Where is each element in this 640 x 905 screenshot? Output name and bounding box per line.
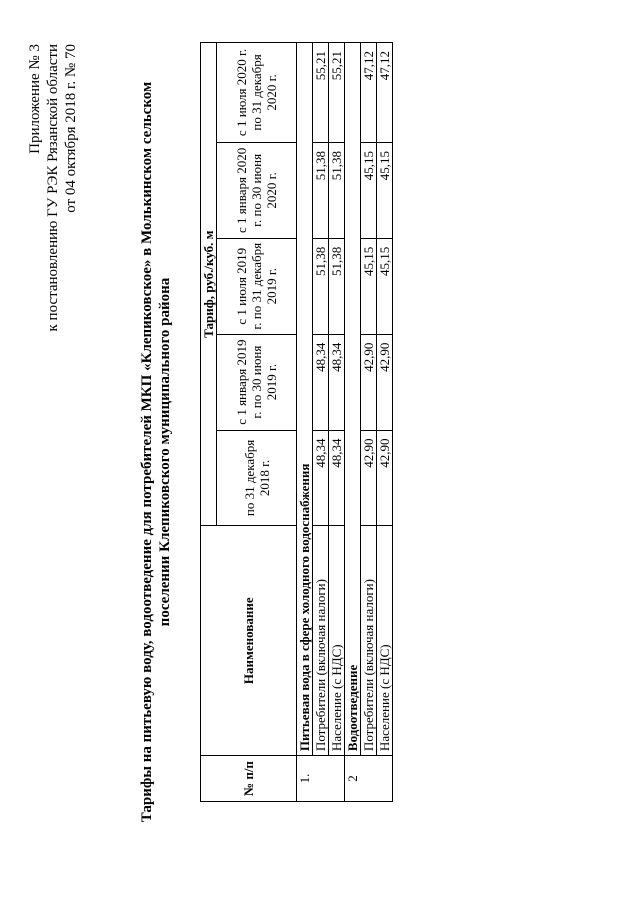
tariff-value: 45,15	[377, 238, 393, 334]
table-row	[313, 43, 329, 802]
tariff-value: 42,90	[377, 430, 393, 526]
tariff-value: 48,34	[329, 430, 345, 526]
appendix-line-2: к постановлению ГУ РЭК Рязанской области	[45, 44, 61, 332]
tariff-value: 47,12	[377, 43, 393, 143]
tariff-value: 48,34	[329, 334, 345, 430]
tariff-value: 51,38	[313, 142, 329, 238]
tariff-value: 45,15	[361, 142, 377, 238]
appendix-line-1: Приложение № 3	[27, 44, 43, 154]
tariff-value: 45,15	[361, 238, 377, 334]
row-name: Потребители (включая налоги)	[313, 526, 329, 756]
table-row	[361, 43, 377, 802]
row-name: Население (с НДС)	[329, 526, 345, 756]
tariff-value: 51,38	[329, 238, 345, 334]
tariff-value: 51,38	[313, 238, 329, 334]
title-line-2: поселении Клепиковского муниципального района	[157, 277, 173, 627]
tariff-value: 51,38	[329, 142, 345, 238]
period-header: с 1 июля 2020 г. по 31 декабря 2020 г.	[217, 43, 297, 143]
period-header: с 1 января 2019 г. по 30 июня 2019 г.	[217, 334, 297, 430]
tariff-value: 42,90	[361, 430, 377, 526]
section-title: Питьевая вода в сфере холодного водоснабжения	[297, 43, 313, 756]
col-header-name: Наименование	[201, 526, 297, 756]
tariff-table	[200, 42, 393, 802]
tariff-value: 42,90	[361, 334, 377, 430]
tariff-value: 48,34	[313, 430, 329, 526]
tariff-value: 55,21	[329, 43, 345, 143]
row-number: 1.	[297, 756, 345, 802]
document-title	[138, 72, 174, 832]
tariff-value: 45,15	[377, 142, 393, 238]
row-name: Население (с НДС)	[377, 526, 393, 756]
table-row	[377, 43, 393, 802]
tariff-value: 42,90	[377, 334, 393, 430]
tariff-value: 47,12	[361, 43, 377, 143]
tariff-value: 48,34	[313, 334, 329, 430]
appendix-note	[26, 44, 80, 331]
col-header-tariff: Тариф, руб./куб. м	[201, 43, 217, 526]
document-page	[20, 22, 620, 882]
period-header: с 1 января 2020 г. по 30 июня 2020 г.	[217, 142, 297, 238]
row-number: 2	[345, 756, 393, 802]
title-line-1: Тарифы на питьевую воду, водоотведение для потребителей МКП «Клепиковское» в Молькинском сельском	[139, 81, 155, 823]
table-row	[329, 43, 345, 802]
period-header: по 31 декабря 2018 г.	[217, 430, 297, 526]
row-name: Потребители (включая налоги)	[361, 526, 377, 756]
period-header: с 1 июля 2019 г. по 31 декабря 2019 г.	[217, 238, 297, 334]
appendix-line-3: от 04 октября 2018 г. № 70	[63, 44, 79, 213]
section-title: Водоотведение	[345, 43, 361, 756]
col-header-num: № п/п	[201, 756, 297, 802]
tariff-value: 55,21	[313, 43, 329, 143]
